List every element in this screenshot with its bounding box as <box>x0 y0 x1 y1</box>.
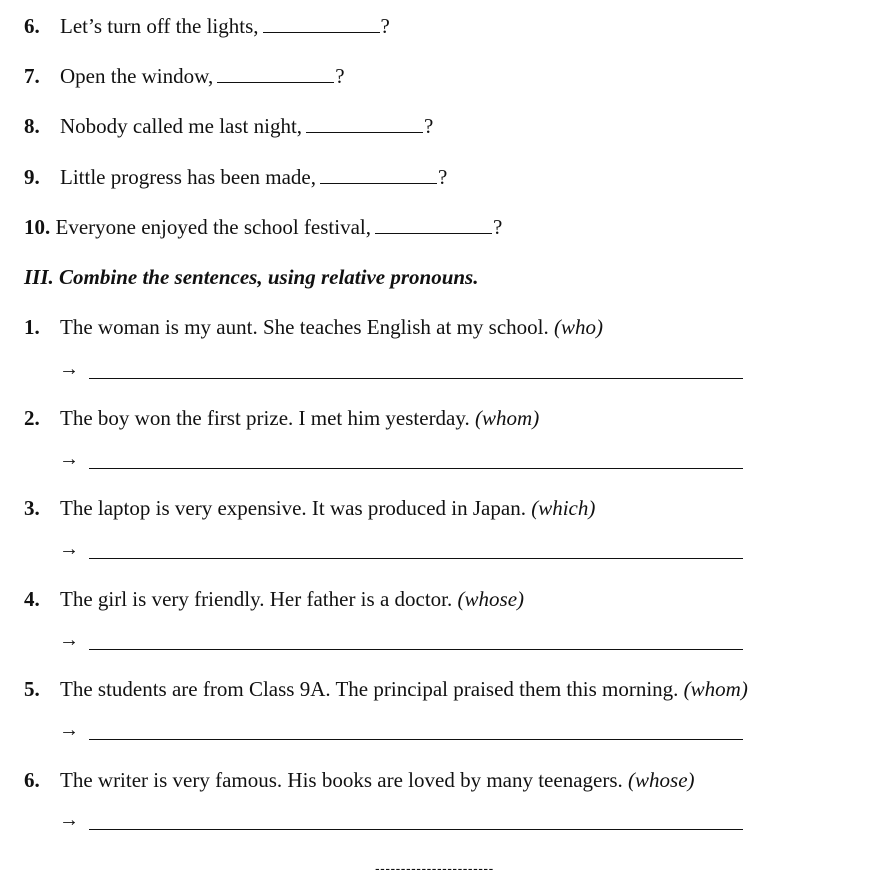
question-mark: ? <box>438 165 448 189</box>
item-text: Little progress has been made, <box>60 165 316 189</box>
answer-line-6[interactable] <box>59 808 743 832</box>
arrow-icon: → <box>59 538 79 560</box>
answer-underline[interactable] <box>89 468 743 469</box>
pronoun-hint: (who) <box>554 315 603 339</box>
item-number: 10. <box>24 215 51 239</box>
tag-question-item-6 <box>24 14 390 38</box>
combine-item-3 <box>24 496 595 520</box>
item-text: Let’s turn off the lights, <box>60 14 259 38</box>
answer-underline[interactable] <box>89 378 743 379</box>
item-text: The woman is my aunt. She teaches English at my school. <box>60 315 549 339</box>
item-number: 6. <box>24 14 40 38</box>
tag-question-item-7 <box>24 64 345 88</box>
item-number: 8. <box>24 114 40 138</box>
arrow-icon: → <box>59 809 79 831</box>
item-text: The students are from Class 9A. The principal praised them this morning. <box>60 677 679 701</box>
pronoun-hint: (whom) <box>683 677 748 701</box>
pronoun-hint: (whose) <box>457 587 525 611</box>
answer-blank[interactable] <box>320 165 437 184</box>
question-mark: ? <box>492 215 503 239</box>
item-text: The laptop is very expensive. It was produced in Japan. <box>60 496 526 520</box>
item-text: Open the window, <box>60 64 214 88</box>
section-heading: III. Combine the sentences, using relative pronouns. <box>24 265 479 289</box>
answer-line-1[interactable] <box>59 357 743 381</box>
item-text: The boy won the first prize. I met him yesterday. <box>60 406 470 430</box>
answer-underline[interactable] <box>89 829 743 830</box>
combine-item-2 <box>24 406 539 430</box>
tag-question-item-8 <box>24 114 433 138</box>
arrow-icon: → <box>59 629 79 651</box>
item-text: The girl is very friendly. Her father is a doctor. <box>60 587 453 611</box>
answer-line-3[interactable] <box>59 537 743 561</box>
answer-line-2[interactable] <box>59 447 743 471</box>
item-text: The writer is very famous. His books are loved by many teenagers. <box>60 768 623 792</box>
answer-blank[interactable] <box>306 114 423 133</box>
end-divider: ----------------------- <box>375 860 494 876</box>
answer-underline[interactable] <box>89 739 743 740</box>
tag-question-item-10 <box>24 215 502 239</box>
combine-item-4 <box>24 587 524 611</box>
answer-blank[interactable] <box>375 215 492 234</box>
combine-item-6 <box>24 768 695 792</box>
arrow-icon: → <box>59 448 79 470</box>
question-mark: ? <box>380 14 390 38</box>
item-text: Everyone enjoyed the school festival, <box>55 215 371 239</box>
answer-line-5[interactable] <box>59 718 743 742</box>
combine-item-1 <box>24 315 603 339</box>
question-mark: ? <box>335 64 345 88</box>
item-number: 5. <box>24 677 40 701</box>
answer-line-4[interactable] <box>59 628 743 652</box>
arrow-icon: → <box>59 719 79 741</box>
item-number: 2. <box>24 406 40 430</box>
answer-blank[interactable] <box>263 14 380 33</box>
arrow-icon: → <box>59 358 79 380</box>
answer-underline[interactable] <box>89 649 743 650</box>
pronoun-hint: (which) <box>531 496 596 520</box>
item-number: 7. <box>24 64 40 88</box>
question-mark: ? <box>424 114 434 138</box>
item-number: 9. <box>24 165 40 189</box>
combine-item-5 <box>24 677 748 701</box>
answer-blank[interactable] <box>217 64 334 83</box>
tag-question-item-9 <box>24 165 447 189</box>
pronoun-hint: (whose) <box>628 768 695 792</box>
item-text: Nobody called me last night, <box>60 114 303 138</box>
item-number: 4. <box>24 587 40 611</box>
item-number: 1. <box>24 315 40 339</box>
pronoun-hint: (whom) <box>475 406 540 430</box>
item-number: 6. <box>24 768 40 792</box>
item-number: 3. <box>24 496 40 520</box>
answer-underline[interactable] <box>89 558 743 559</box>
